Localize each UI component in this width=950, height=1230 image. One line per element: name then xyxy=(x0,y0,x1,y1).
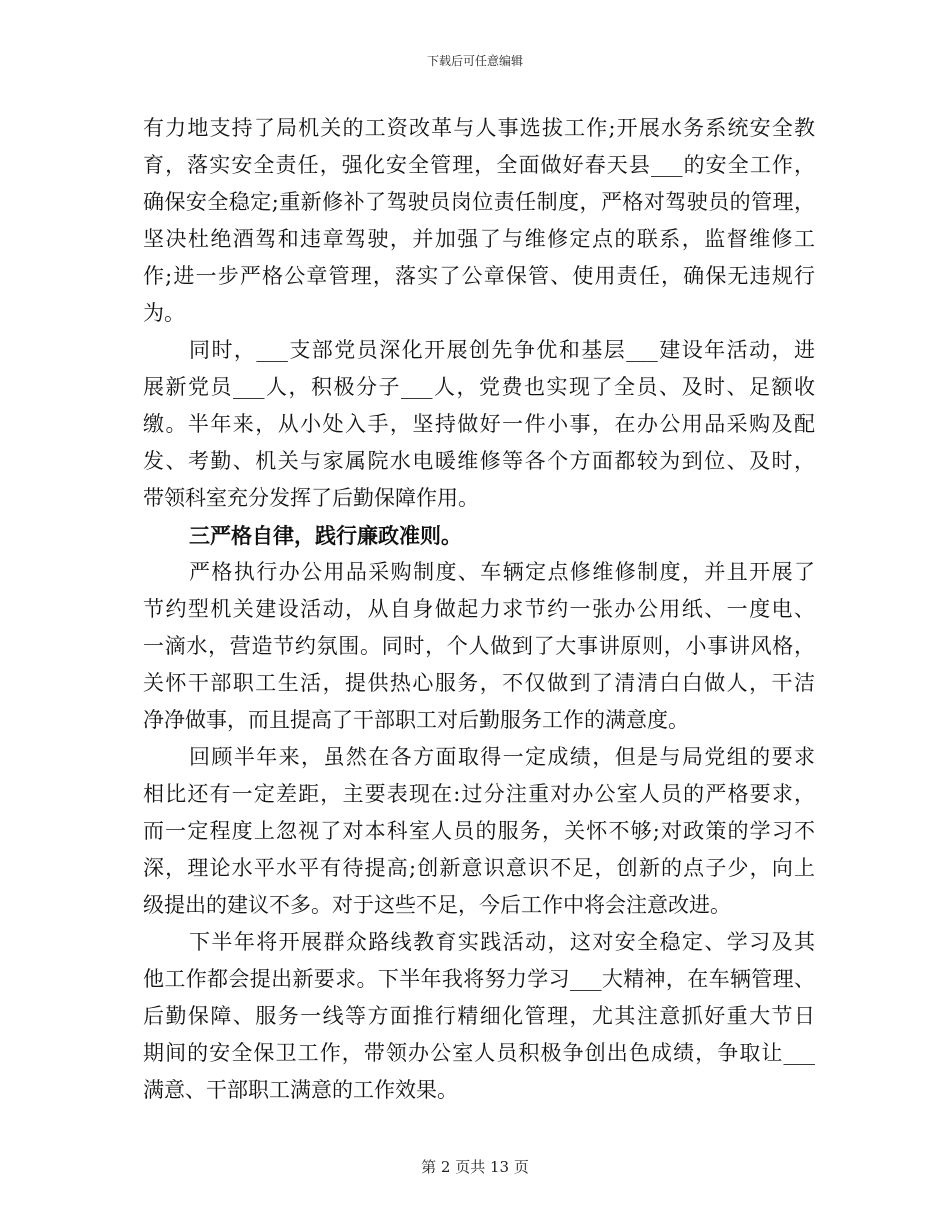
text-line: 级提出的建议不多。对于这些不足，今后工作中将会注意改进。 xyxy=(143,893,731,917)
text-line: 育，落实安全责任，强化安全管理，全面做好春天县___的安全工作， xyxy=(143,153,815,177)
text-line: 节约型机关建设活动，从自身做起力求节约一张办公用纸、一度电、 xyxy=(143,597,815,621)
text-line: 一滴水，营造节约氛围。同时，个人做到了大事讲原则，小事讲风格， xyxy=(143,634,815,658)
text-line: 有力地支持了局机关的工资改革与人事选拔工作;开展水务系统安全教 xyxy=(143,116,815,140)
text-line: 展新党员___人，积极分子___人，党费也实现了全员、及时、足额收 xyxy=(143,375,815,399)
paragraph-4 xyxy=(143,739,815,924)
section-heading xyxy=(143,517,815,554)
text-line: 坚决杜绝酒驾和违章驾驶，并加强了与维修定点的联系，监督维修工 xyxy=(143,227,815,251)
text-line: 深，理论水平水平有待提高;创新意识意识不足，创新的点子少，向上 xyxy=(143,856,815,880)
paragraph-2 xyxy=(143,332,815,517)
text-line: 缴。半年来，从小处入手，坚持做好一件小事，在办公用品采购及配 xyxy=(143,412,815,436)
text-line: 带领科室充分发挥了后勤保障作用。 xyxy=(143,486,479,510)
text-line: 下半年将开展群众路线教育实践活动，这对安全稳定、学习及其 xyxy=(189,930,815,954)
text-line: 期间的安全保卫工作，带领办公室人员积极争创出色成绩，争取让___ xyxy=(143,1041,815,1065)
text-line: 后勤保障、服务一线等方面推行精细化管理，尤其注意抓好重大节日 xyxy=(143,1004,815,1028)
text-line: 关怀干部职工生活，提供热心服务，不仅做到了清清白白做人，干洁 xyxy=(143,671,815,695)
text-line: 他工作都会提出新要求。下半年我将努力学习___大精神，在车辆管理、 xyxy=(143,967,815,991)
text-line: 满意、干部职工满意的工作效果。 xyxy=(143,1078,458,1102)
text-line: 确保安全稳定;重新修补了驾驶员岗位责任制度，严格对驾驶员的管理， xyxy=(143,190,815,214)
heading-text: 三严格自律，践行廉政准则。 xyxy=(189,523,462,548)
text-line: 净净做事，而且提高了干部职工对后勤服务工作的满意度。 xyxy=(143,708,689,732)
paragraph-3 xyxy=(143,554,815,739)
text-line: 作;进一步严格公章管理，落实了公章保管、使用责任，确保无违规行 xyxy=(143,264,815,288)
text-line: 而一定程度上忽视了对本科室人员的服务，关怀不够;对政策的学习不 xyxy=(143,819,815,843)
text-line: 相比还有一定差距，主要表现在:过分注重对办公室人员的严格要求， xyxy=(143,782,815,806)
page-header: 下载后可任意编辑 xyxy=(426,54,523,68)
text-line: 严格执行办公用品采购制度、车辆定点修维修制度，并且开展了 xyxy=(189,560,815,584)
paragraph-5 xyxy=(143,924,815,1109)
text-line: 发、考勤、机关与家属院水电暖维修等各个方面都较为到位、及时， xyxy=(143,449,815,473)
page-number: 第 2 页共 13 页 xyxy=(421,1158,529,1176)
text-line: 同时，___支部党员深化开展创先争优和基层___建设年活动，进 xyxy=(189,338,815,362)
paragraph-1 xyxy=(143,110,815,332)
text-line: 为。 xyxy=(143,301,185,325)
text-line: 回顾半年来，虽然在各方面取得一定成绩，但是与局党组的要求 xyxy=(189,745,815,769)
document-body xyxy=(143,110,815,1109)
